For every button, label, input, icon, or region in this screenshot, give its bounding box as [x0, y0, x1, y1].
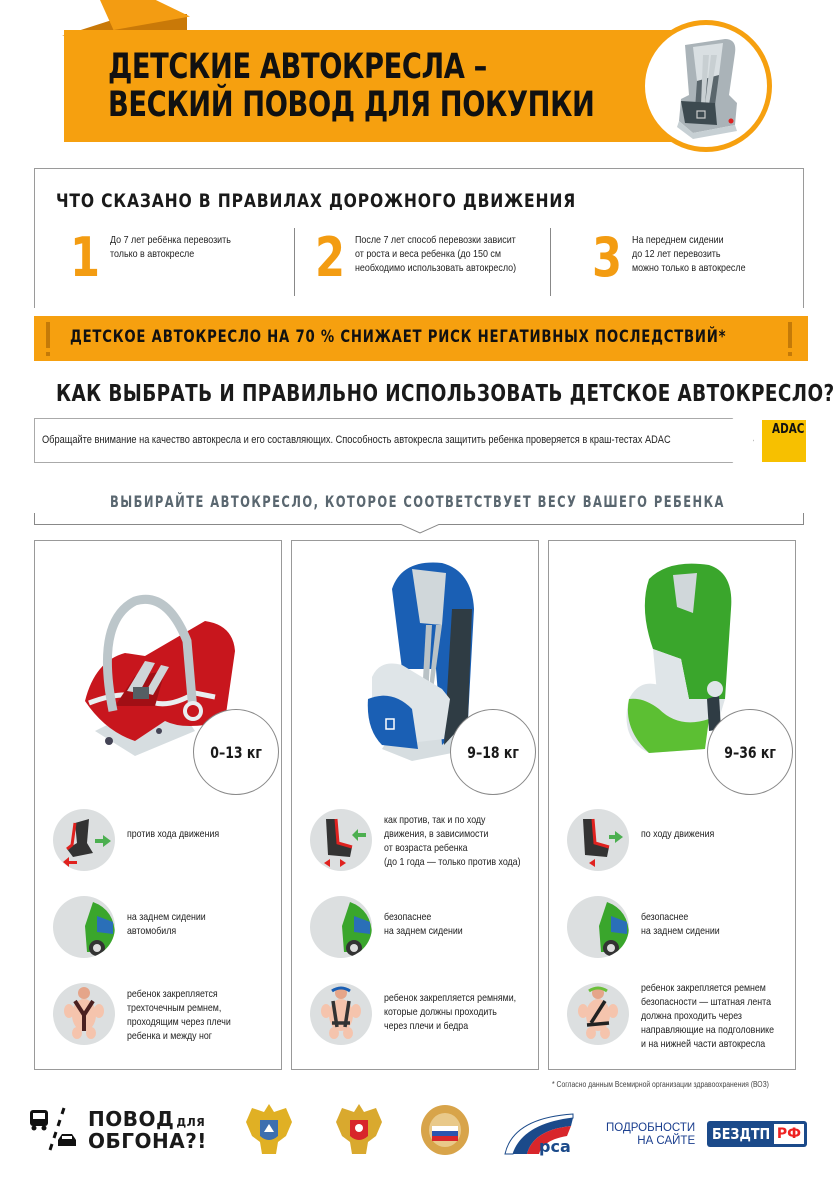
brand-small: ДЛЯ: [176, 1116, 206, 1129]
ministry-transport-emblem: [242, 1100, 296, 1163]
forward-facing-seat-icon: [567, 809, 629, 871]
feature-harness: [567, 983, 840, 1051]
exclamation-icon: [788, 322, 792, 348]
more-line-1: ПОДРОБНОСТИ: [606, 1122, 696, 1134]
both-directions-seat-icon: [310, 809, 372, 871]
car-rear-seat-icon: [53, 896, 115, 958]
feature-text: ребенок закрепляется ремнем безопасности — штатная лента должна проходить через направляющие на подголовнике и на нижней части автокресла: [641, 982, 775, 1050]
footnote: * Согласно данным Всемирной организации здравоохранения (ВОЗ): [552, 1080, 769, 1089]
adac-note-text: Обращайте внимание на качество автокресла и его составляющих. Способность автокресла защитить ребенка проверяется в краш-тестах ADAC: [42, 434, 671, 446]
site-domain: РФ: [774, 1124, 804, 1144]
site-logo-link[interactable]: [707, 1121, 807, 1147]
brand-line-1: ПОВОД: [88, 1107, 175, 1131]
feature-text: безопаснее на заднем сидении: [384, 911, 463, 937]
rule-item-2: [315, 228, 544, 298]
feature-text: как против, так и по ходу движения, в зависимости от возраста ребенка (до 1 года — только против хода): [384, 814, 521, 868]
exclamation-icon: [46, 322, 50, 348]
more-line-2: НА САЙТЕ: [637, 1135, 696, 1147]
feature-placement: [567, 896, 840, 958]
rule-item-3: [592, 228, 766, 298]
rsa-logo: [503, 1110, 583, 1161]
ministry-emblem: [332, 1100, 386, 1163]
feature-direction: [567, 809, 840, 871]
weight-label: 9–18 кг: [467, 742, 519, 762]
weight-badge: [707, 709, 793, 795]
title-line-1: ДЕТСКИЕ АВТОКРЕСЛА –: [108, 47, 487, 87]
five-point-harness-icon: [310, 983, 372, 1045]
svg-text:рса: рса: [539, 1137, 571, 1156]
rule-text: На переднем сидении до 12 лет перевозить можно только в автокресле: [632, 234, 746, 274]
divider: [294, 228, 295, 296]
car-seat-gray-icon: [640, 20, 772, 152]
feature-text: ребенок закрепляется ремнями, которые должны проходить через плечи и бедра: [384, 992, 517, 1032]
gibdd-emblem: [418, 1100, 472, 1163]
car-rear-seat-icon: [310, 896, 372, 958]
adac-logo: [762, 420, 806, 462]
three-point-harness-icon: [53, 983, 115, 1045]
feature-text: безопаснее на заднем сидении: [641, 911, 720, 937]
seat-belt-icon: [567, 983, 629, 1045]
weight-badge: [450, 709, 536, 795]
weight-badge: [193, 709, 279, 795]
choose-title: ВЫБИРАЙТЕ АВТОКРЕСЛО, КОТОРОЕ СООТВЕТСТВУЕТ ВЕСУ ВАШЕГО РЕБЕНКА: [110, 492, 725, 511]
seat-card-group1: [291, 540, 539, 1070]
rule-text: До 7 лет ребёнка перевозить только в автокресле: [110, 234, 231, 260]
page-title: [108, 48, 594, 124]
bus-car-overtake-icon: [28, 1106, 78, 1152]
rear-facing-seat-icon: [53, 809, 115, 871]
rule-number: 1: [70, 226, 101, 289]
site-name: БЕЗДТП: [712, 1125, 771, 1143]
brand-line-2: ОБГОНА?!: [88, 1129, 207, 1153]
weight-label: 9–36 кг: [724, 742, 776, 762]
chevron-down-icon: [400, 524, 440, 534]
adac-logo-text: ADAC: [772, 422, 805, 437]
warning-text: ДЕТСКОЕ АВТОКРЕСЛО НА 70 % СНИЖАЕТ РИСК НЕГАТИВНЫХ ПОСЛЕДСТВИЙ*: [70, 327, 727, 347]
rule-number: 3: [592, 226, 623, 289]
feature-text: по ходу движения: [641, 828, 715, 840]
more-info-link[interactable]: [606, 1122, 695, 1148]
weight-label: 0–13 кг: [210, 742, 262, 762]
title-line-2: ВЕСКИЙ ПОВОД ДЛЯ ПОКУПКИ: [108, 85, 595, 125]
divider: [550, 228, 551, 296]
car-rear-seat-icon: [567, 896, 629, 958]
feature-text: на заднем сидении автомобиля: [127, 911, 206, 937]
feature-text: ребенок закрепляется трехточечным ремнем, проходящим через плечи ребенка и между ног: [127, 988, 231, 1042]
seat-card-group2: [548, 540, 796, 1070]
feature-text: против хода движения: [127, 828, 220, 840]
howto-title: КАК ВЫБРАТЬ И ПРАВИЛЬНО ИСПОЛЬЗОВАТЬ ДЕТСКОЕ АВТОКРЕСЛО?: [56, 381, 835, 407]
seat-card-group0: [34, 540, 282, 1070]
rules-title: ЧТО СКАЗАНО В ПРАВИЛАХ ДОРОЖНОГО ДВИЖЕНИЯ: [56, 190, 577, 212]
rule-item-1: [70, 228, 252, 298]
rule-text: После 7 лет способ перевозки зависит от роста и веса ребенка (до 150 см необходимо использовать автокресло): [355, 234, 517, 274]
brand-logo: [88, 1107, 207, 1153]
rule-number: 2: [315, 226, 346, 289]
